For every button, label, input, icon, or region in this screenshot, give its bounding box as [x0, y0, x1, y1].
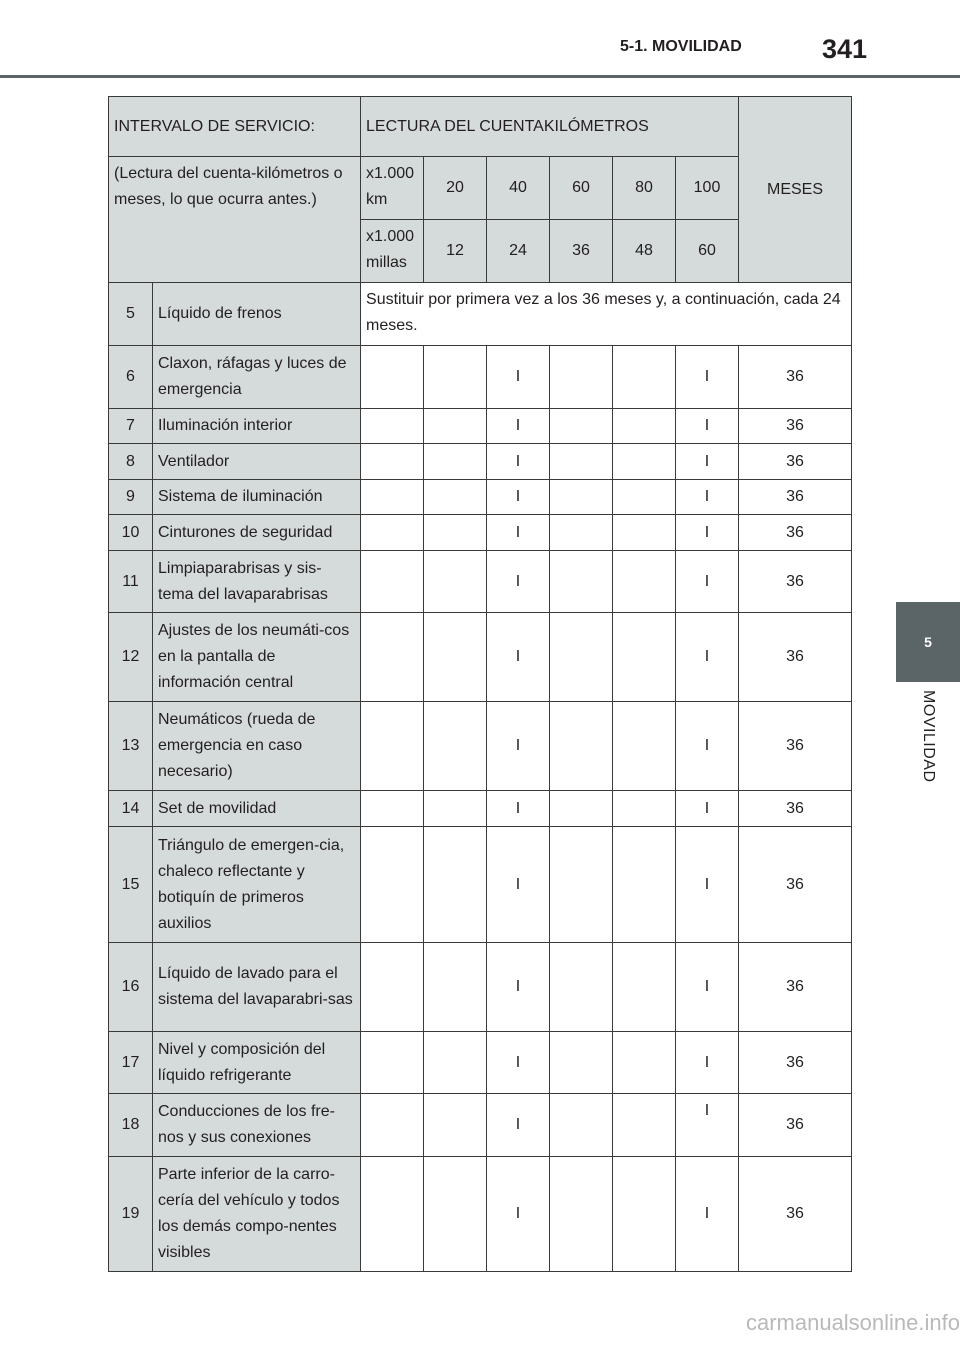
table-row	[109, 1157, 852, 1272]
row-months: 36	[739, 551, 852, 613]
interval-cell: I	[676, 480, 739, 515]
table-row	[109, 613, 852, 702]
interval-cell	[424, 1157, 487, 1272]
row-number: 15	[109, 827, 153, 943]
km-value: 60	[550, 157, 613, 220]
table-row	[109, 1032, 852, 1094]
interval-cell	[424, 480, 487, 515]
watermark: carmanualsonline.info	[745, 1310, 960, 1335]
interval-cell: I	[676, 444, 739, 480]
row-number: 17	[109, 1032, 153, 1094]
row-item: Claxon, ráfagas y luces de emergencia	[153, 346, 361, 409]
interval-cell	[613, 613, 676, 702]
interval-cell: I	[487, 1157, 550, 1272]
interval-cell	[424, 613, 487, 702]
interval-cell: I	[676, 1157, 739, 1272]
interval-cell	[550, 943, 613, 1032]
interval-cell	[613, 1157, 676, 1272]
table-row	[109, 827, 852, 943]
interval-cell	[550, 1032, 613, 1094]
interval-cell: I	[487, 1032, 550, 1094]
row-item: Iluminación interior	[153, 409, 361, 444]
interval-cell: I	[487, 515, 550, 551]
miles-value: 60	[676, 220, 739, 283]
row-item: Parte inferior de la carro-cería del vehículo y todos los demás compo-nentes visibles	[153, 1157, 361, 1272]
interval-cell	[361, 943, 424, 1032]
interval-cell: I	[487, 702, 550, 791]
interval-cell	[613, 943, 676, 1032]
row-note: Sustituir por primera vez a los 36 meses y, a continuación, cada 24 meses.	[361, 283, 852, 346]
interval-cell: I	[487, 444, 550, 480]
page-number: 341	[822, 34, 868, 64]
months-label: MESES	[739, 97, 852, 283]
interval-cell: I	[487, 827, 550, 943]
interval-cell	[550, 613, 613, 702]
miles-value: 48	[613, 220, 676, 283]
interval-cell	[550, 551, 613, 613]
row-item: Líquido de frenos	[153, 283, 361, 346]
interval-cell	[361, 1157, 424, 1272]
interval-cell	[550, 791, 613, 827]
row-number: 5	[109, 283, 153, 346]
table-row	[109, 346, 852, 409]
row-item: Cinturones de seguridad	[153, 515, 361, 551]
table-row	[109, 283, 852, 346]
row-item: Set de movilidad	[153, 791, 361, 827]
interval-cell	[361, 515, 424, 551]
row-item: Nivel y composición del líquido refrigerante	[153, 1032, 361, 1094]
interval-cell	[361, 613, 424, 702]
chapter-number: 5	[924, 634, 932, 650]
row-item: Limpiaparabrisas y sis-tema del lavaparabrisas	[153, 551, 361, 613]
interval-cell	[613, 515, 676, 551]
interval-cell: I	[676, 551, 739, 613]
interval-cell	[613, 791, 676, 827]
row-number: 16	[109, 943, 153, 1032]
interval-cell	[361, 444, 424, 480]
row-item: Ventilador	[153, 444, 361, 480]
row-number: 18	[109, 1094, 153, 1157]
miles-value: 24	[487, 220, 550, 283]
interval-cell	[361, 480, 424, 515]
interval-cell: I	[487, 1094, 550, 1157]
interval-cell	[613, 1094, 676, 1157]
interval-cell: I	[487, 943, 550, 1032]
interval-cell: I	[676, 613, 739, 702]
interval-cell: I	[487, 791, 550, 827]
interval-cell	[424, 943, 487, 1032]
interval-cell	[361, 827, 424, 943]
table-row	[109, 480, 852, 515]
odometer-reading-label: LECTURA DEL CUENTAKILÓMETROS	[361, 97, 739, 157]
interval-cell	[550, 827, 613, 943]
table-row	[109, 791, 852, 827]
row-item: Sistema de iluminación	[153, 480, 361, 515]
km-value: 80	[613, 157, 676, 220]
interval-cell: I	[487, 613, 550, 702]
interval-cell	[613, 702, 676, 791]
interval-cell	[613, 551, 676, 613]
row-months: 36	[739, 444, 852, 480]
maintenance-schedule-table	[108, 96, 852, 1272]
row-months: 36	[739, 1032, 852, 1094]
km-value: 100	[676, 157, 739, 220]
row-number: 14	[109, 791, 153, 827]
interval-cell	[424, 515, 487, 551]
interval-cell: I	[676, 943, 739, 1032]
interval-cell	[424, 1094, 487, 1157]
interval-cell: I	[487, 551, 550, 613]
interval-cell	[424, 791, 487, 827]
interval-cell	[361, 1032, 424, 1094]
interval-cell: I	[676, 1032, 739, 1094]
table-row	[109, 943, 852, 1032]
chapter-label-text: MOVILIDAD	[920, 690, 937, 783]
km-value: 20	[424, 157, 487, 220]
interval-cell	[424, 1032, 487, 1094]
row-months: 36	[739, 827, 852, 943]
interval-cell: I	[676, 702, 739, 791]
interval-cell	[361, 346, 424, 409]
interval-cell	[613, 480, 676, 515]
row-number: 9	[109, 480, 153, 515]
row-months: 36	[739, 515, 852, 551]
interval-note: (Lectura del cuenta-kilómetros o meses, lo que ocurra antes.)	[109, 157, 361, 283]
interval-cell	[613, 444, 676, 480]
interval-cell: I	[676, 515, 739, 551]
interval-cell: I	[487, 346, 550, 409]
miles-unit: x1.000 millas	[361, 220, 424, 283]
row-item: Ajustes de los neumáti-cos en la pantalla de información central	[153, 613, 361, 702]
interval-cell	[424, 409, 487, 444]
interval-cell	[361, 1094, 424, 1157]
interval-cell	[550, 480, 613, 515]
interval-cell	[361, 409, 424, 444]
interval-cell	[613, 827, 676, 943]
interval-cell	[361, 551, 424, 613]
interval-cell	[361, 791, 424, 827]
table-row	[109, 551, 852, 613]
table-row	[109, 702, 852, 791]
row-number: 6	[109, 346, 153, 409]
table-row	[109, 1094, 852, 1157]
interval-cell: I	[676, 346, 739, 409]
table-row	[109, 515, 852, 551]
row-months: 36	[739, 791, 852, 827]
interval-cell: I	[676, 791, 739, 827]
row-months: 36	[739, 1157, 852, 1272]
interval-cell	[550, 346, 613, 409]
header-divider	[0, 75, 960, 78]
row-number: 10	[109, 515, 153, 551]
table-row	[109, 444, 852, 480]
interval-cell: I	[676, 409, 739, 444]
row-item: Conducciones de los fre-nos y sus conexiones	[153, 1094, 361, 1157]
interval-cell	[424, 827, 487, 943]
chapter-label	[896, 690, 960, 810]
row-item: Triángulo de emergen-cia, chaleco reflectante y botiquín de primeros auxilios	[153, 827, 361, 943]
row-months: 36	[739, 346, 852, 409]
table-row	[109, 409, 852, 444]
row-months: 36	[739, 702, 852, 791]
interval-cell	[613, 346, 676, 409]
chapter-tab[interactable]	[896, 602, 960, 682]
row-item: Neumáticos (rueda de emergencia en caso necesario)	[153, 702, 361, 791]
interval-cell	[550, 702, 613, 791]
row-item: Líquido de lavado para el sistema del lavaparabri-sas	[153, 943, 361, 1032]
interval-cell	[424, 346, 487, 409]
interval-cell: I	[676, 1094, 739, 1157]
section-title: 5-1. MOVILIDAD	[620, 38, 742, 55]
interval-cell	[550, 515, 613, 551]
row-number: 19	[109, 1157, 153, 1272]
interval-cell	[361, 702, 424, 791]
interval-label: INTERVALO DE SERVICIO:	[109, 97, 361, 157]
row-months: 36	[739, 480, 852, 515]
interval-cell: I	[487, 480, 550, 515]
interval-cell	[550, 1157, 613, 1272]
row-months: 36	[739, 1094, 852, 1157]
interval-cell	[424, 551, 487, 613]
header-row-1	[109, 97, 852, 157]
row-months: 36	[739, 409, 852, 444]
interval-cell	[613, 1032, 676, 1094]
miles-value: 36	[550, 220, 613, 283]
interval-cell: I	[676, 827, 739, 943]
interval-cell	[550, 409, 613, 444]
interval-cell	[424, 702, 487, 791]
row-number: 12	[109, 613, 153, 702]
interval-cell	[550, 444, 613, 480]
row-months: 36	[739, 943, 852, 1032]
row-months: 36	[739, 613, 852, 702]
km-value: 40	[487, 157, 550, 220]
row-number: 13	[109, 702, 153, 791]
row-number: 7	[109, 409, 153, 444]
miles-value: 12	[424, 220, 487, 283]
row-number: 11	[109, 551, 153, 613]
interval-cell	[550, 1094, 613, 1157]
interval-cell	[424, 444, 487, 480]
interval-cell	[613, 409, 676, 444]
row-number: 8	[109, 444, 153, 480]
interval-cell: I	[487, 409, 550, 444]
km-unit: x1.000 km	[361, 157, 424, 220]
